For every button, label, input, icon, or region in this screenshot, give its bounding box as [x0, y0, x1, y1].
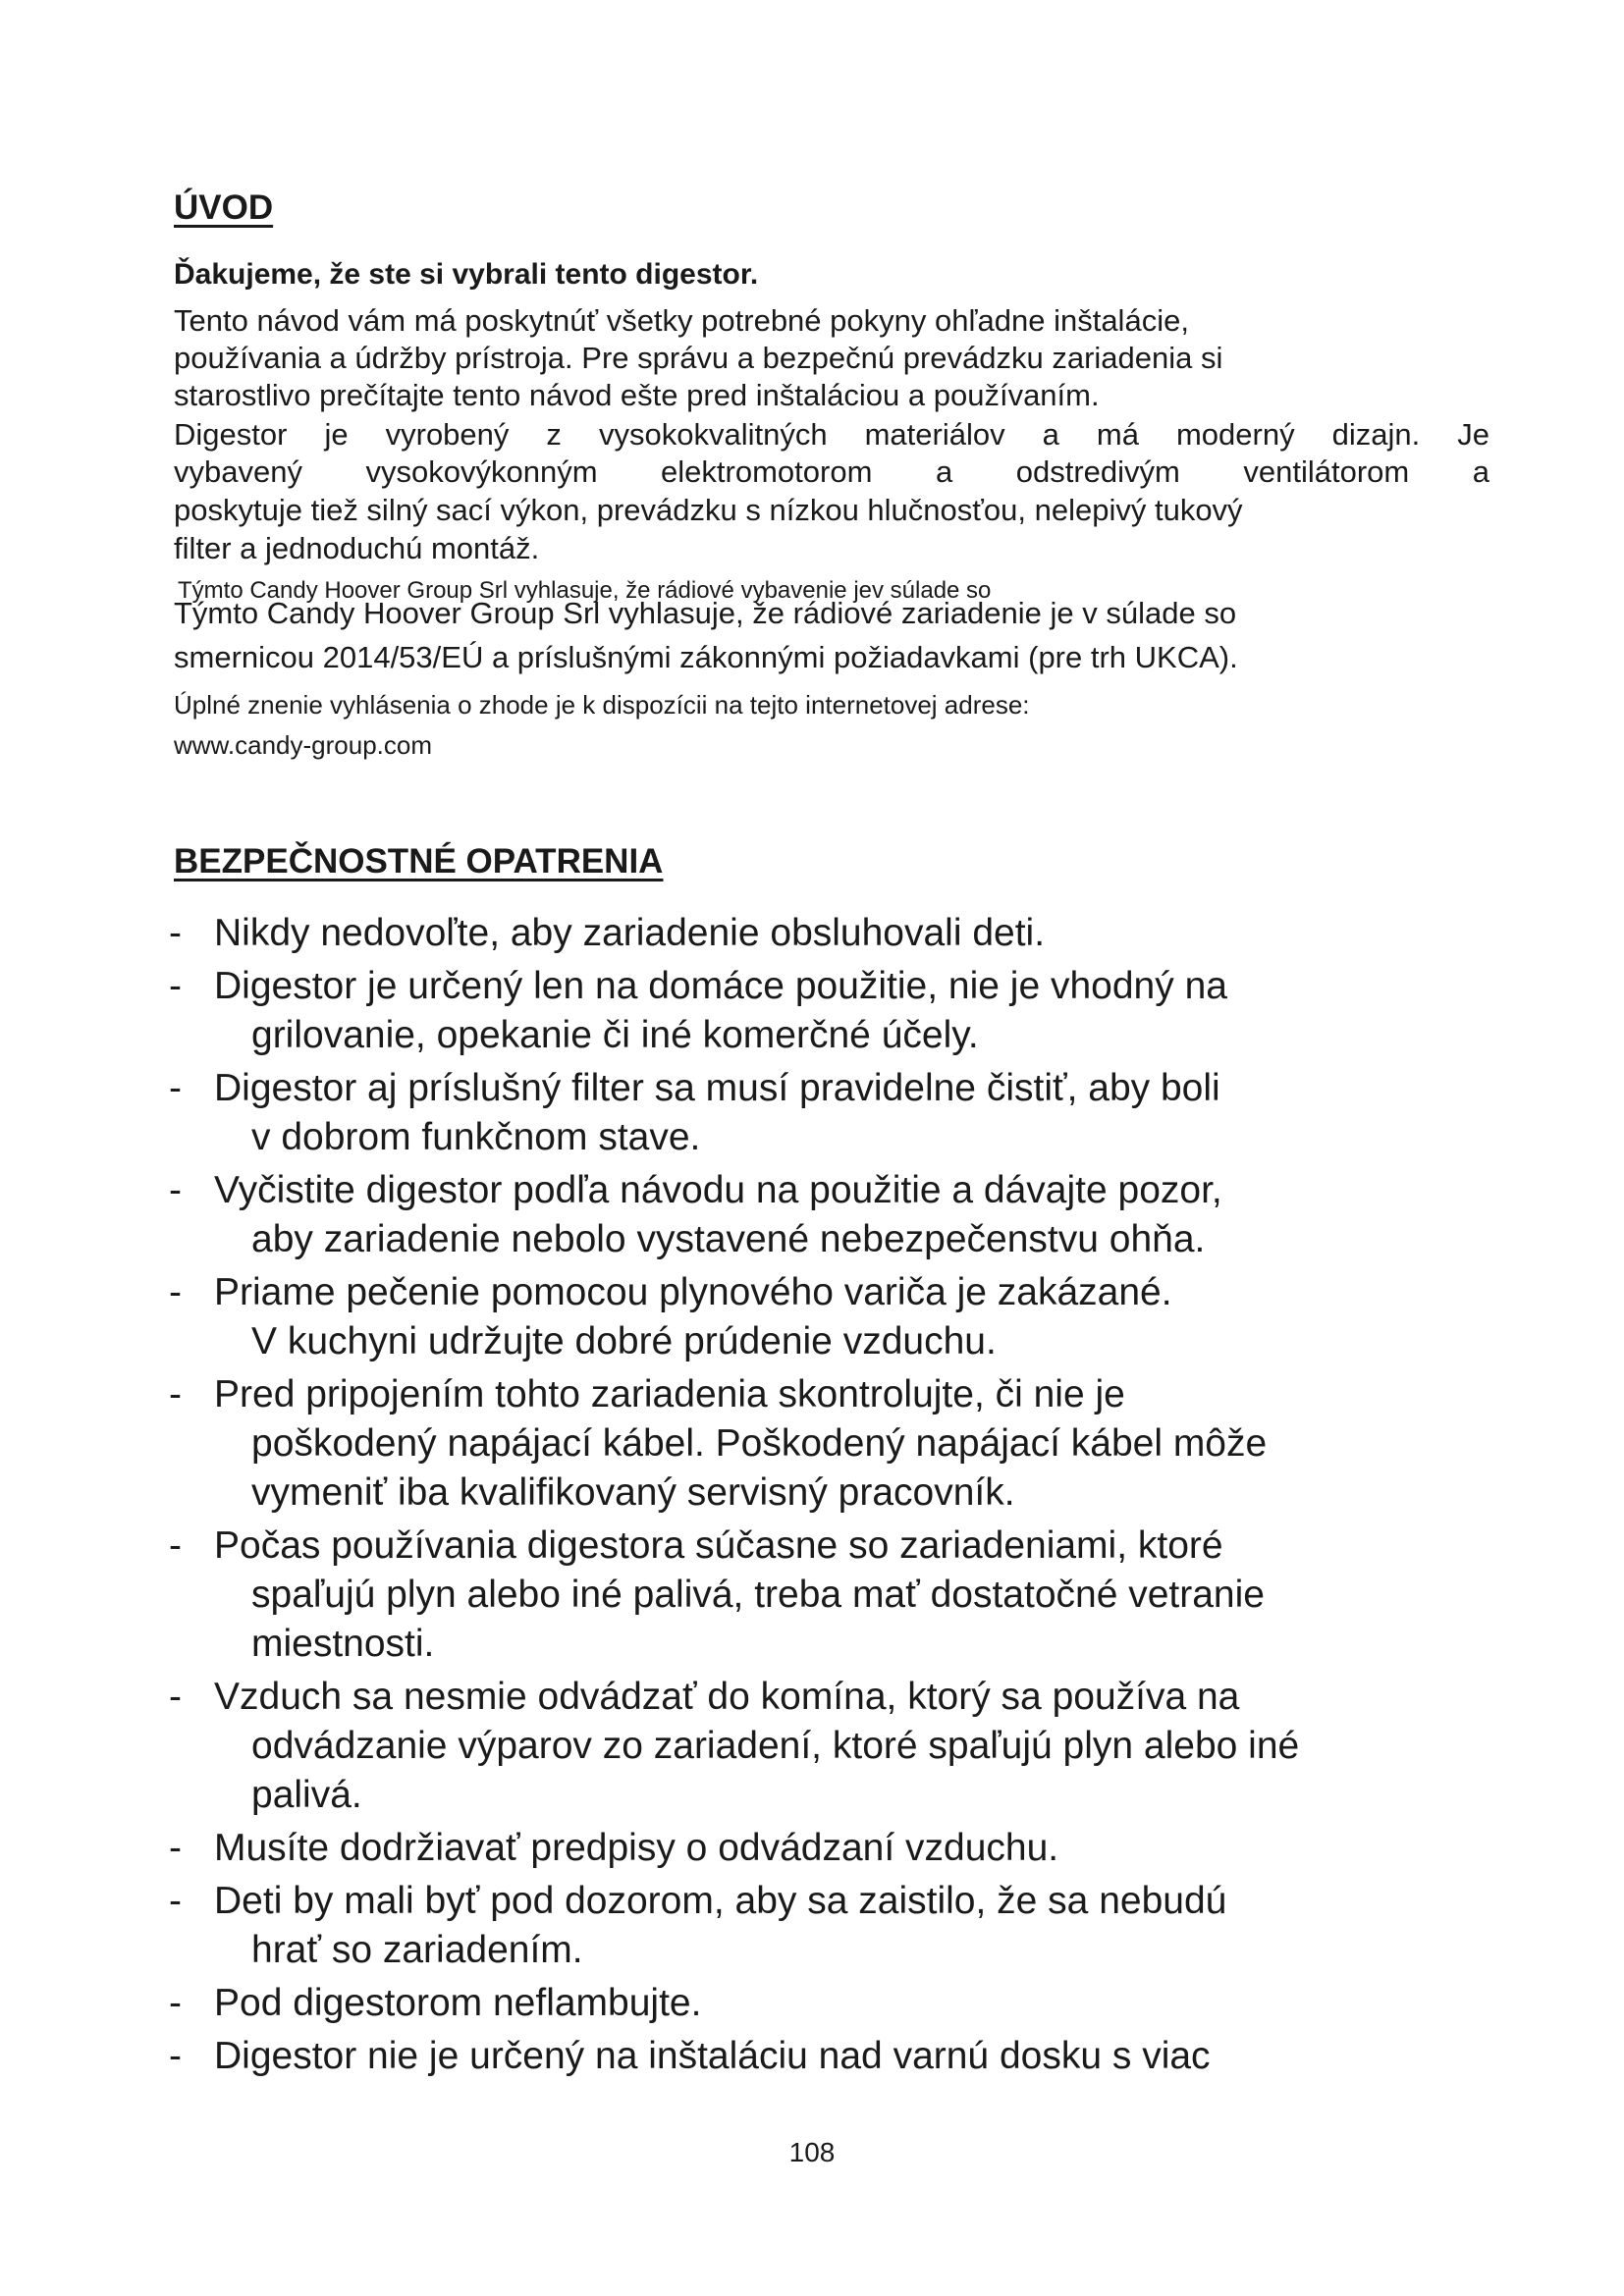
dash-marker: - — [169, 1524, 182, 1567]
safety-item-text: Pod digestorom neflambujte. — [214, 1982, 702, 2024]
safety-item-text: aby zariadenie nebolo vystavené nebezpečenstvu ohňa. — [251, 1218, 1206, 1260]
safety-item — [169, 1268, 1485, 1366]
dash-marker: - — [169, 1880, 182, 1922]
safety-item — [169, 1877, 1485, 1975]
safety-item-text: miestnosti. — [251, 1623, 435, 1665]
safety-item-text: Pred pripojením tohto zariadenia skontrolujte, či nie je — [214, 1373, 1125, 1415]
safety-item — [169, 1979, 1485, 2028]
safety-item — [169, 1064, 1485, 1162]
safety-item-text: odvádzanie výparov zo zariadení, ktoré spaľujú plyn alebo iné — [251, 1725, 1300, 1767]
page-number: 108 — [788, 2137, 836, 2167]
safety-item-text: spaľujú plyn alebo iné palivá, treba mať dostatočné vetranie — [251, 1574, 1265, 1616]
safety-item-text: Digestor je určený len na domáce použitie, nie je vhodný na — [214, 965, 1227, 1007]
safety-item-text: v dobrom funkčnom stave. — [251, 1116, 701, 1158]
overlapping-declaration-line: Týmto Candy Hoover Group Srl vyhlasuje, že rádiové vybavenie jev súlade so — [178, 577, 992, 604]
intro-line: Tento návod vám má poskytnúť všetky potrebné pokyny ohľadne inštalácie, — [174, 303, 1189, 338]
safety-heading: BEZPEČNOSTNÉ OPATRENIA — [174, 842, 664, 881]
full-text-notice: Úplné znenie vyhlásenia o zhode je k dispozícii na tejto internetovej adrese: — [174, 690, 1030, 720]
thanks-subheading: Ďakujeme, že ste si vybrali tento digestor. — [174, 258, 759, 291]
safety-item-text: Digestor nie je určený na inštaláciu nad varnú dosku s viac — [214, 2035, 1211, 2077]
safety-item — [169, 2032, 1485, 2081]
intro-line: vybavený vysokovýkonným elektromotorom a odstredivým ventilátorom a — [174, 454, 1489, 489]
safety-item — [169, 1673, 1485, 1820]
dash-marker: - — [169, 1271, 182, 1313]
safety-item — [169, 1824, 1485, 1873]
safety-item-text: grilovanie, opekanie či iné komerčné účely. — [251, 1014, 979, 1056]
safety-item-text: Vzduch sa nesmie odvádzať do komína, ktorý sa používa na — [214, 1676, 1240, 1718]
dash-marker: - — [169, 1827, 182, 1869]
declaration-line: Týmto Candy Hoover Group Srl vyhlasuje, že rádiové zariadenie je v súlade so — [174, 596, 1237, 630]
intro-line: Digestor je vyrobený z vysokokvalitných materiálov a má moderný dizajn. Je — [174, 417, 1489, 452]
safety-item-text: Musíte dodržiavať predpisy o odvádzaní vzduchu. — [214, 1827, 1059, 1869]
safety-item-text: Priame pečenie pomocou plynového variča je zakázané. — [214, 1271, 1172, 1313]
safety-item-text: palivá. — [251, 1774, 362, 1816]
safety-list — [169, 909, 1485, 2085]
safety-item-text: Nikdy nedovoľte, aby zariadenie obsluhovali deti. — [214, 912, 1046, 954]
dash-marker: - — [169, 1676, 182, 1718]
intro-heading: ÚVOD — [174, 188, 274, 227]
safety-item — [169, 1522, 1485, 1669]
dash-marker: - — [169, 1067, 182, 1109]
intro-line: používania a údržby prístroja. Pre správu a bezpečnú prevádzku zariadenia si — [174, 341, 1223, 375]
safety-item — [169, 909, 1485, 958]
safety-item — [169, 1370, 1485, 1518]
intro-line: poskytuje tiež silný sací výkon, prevádzku s nízkou hlučnosťou, nelepivý tukový — [174, 493, 1243, 527]
dash-marker: - — [169, 1169, 182, 1211]
safety-item-text: Počas používania digestora súčasne so zariadeniami, ktoré — [214, 1524, 1223, 1567]
dash-marker: - — [169, 912, 182, 954]
dash-marker: - — [169, 1373, 182, 1415]
safety-item-text: vymeniť iba kvalifikovaný servisný pracovník. — [251, 1471, 1015, 1514]
dash-marker: - — [169, 2035, 182, 2077]
intro-line: filter a jednoduchú montáž. — [174, 531, 540, 565]
website-url: www.candy-group.com — [174, 730, 432, 760]
safety-item — [169, 1166, 1485, 1264]
safety-item-text: hrať so zariadením. — [251, 1929, 583, 1971]
declaration-line: smernicou 2014/53/EÚ a príslušnými zákonnými požiadavkami (pre trh UKCA). — [174, 640, 1238, 674]
safety-item-text: Digestor aj príslušný filter sa musí pravidelne čistiť, aby boli — [214, 1067, 1220, 1109]
safety-item-text: Vyčistite digestor podľa návodu na použitie a dávajte pozor, — [214, 1169, 1222, 1211]
dash-marker: - — [169, 1982, 182, 2024]
intro-line: starostlivo prečítajte tento návod ešte pred inštaláciou a používaním. — [174, 378, 1100, 412]
dash-marker: - — [169, 965, 182, 1007]
safety-item-text: V kuchyni udržujte dobré prúdenie vzduchu. — [251, 1320, 997, 1362]
safety-item-text: poškodený napájací kábel. Poškodený napájací kábel môže — [251, 1422, 1268, 1465]
safety-item-text: Deti by mali byť pod dozorom, aby sa zaistilo, že sa nebudú — [214, 1880, 1227, 1922]
safety-item — [169, 962, 1485, 1060]
